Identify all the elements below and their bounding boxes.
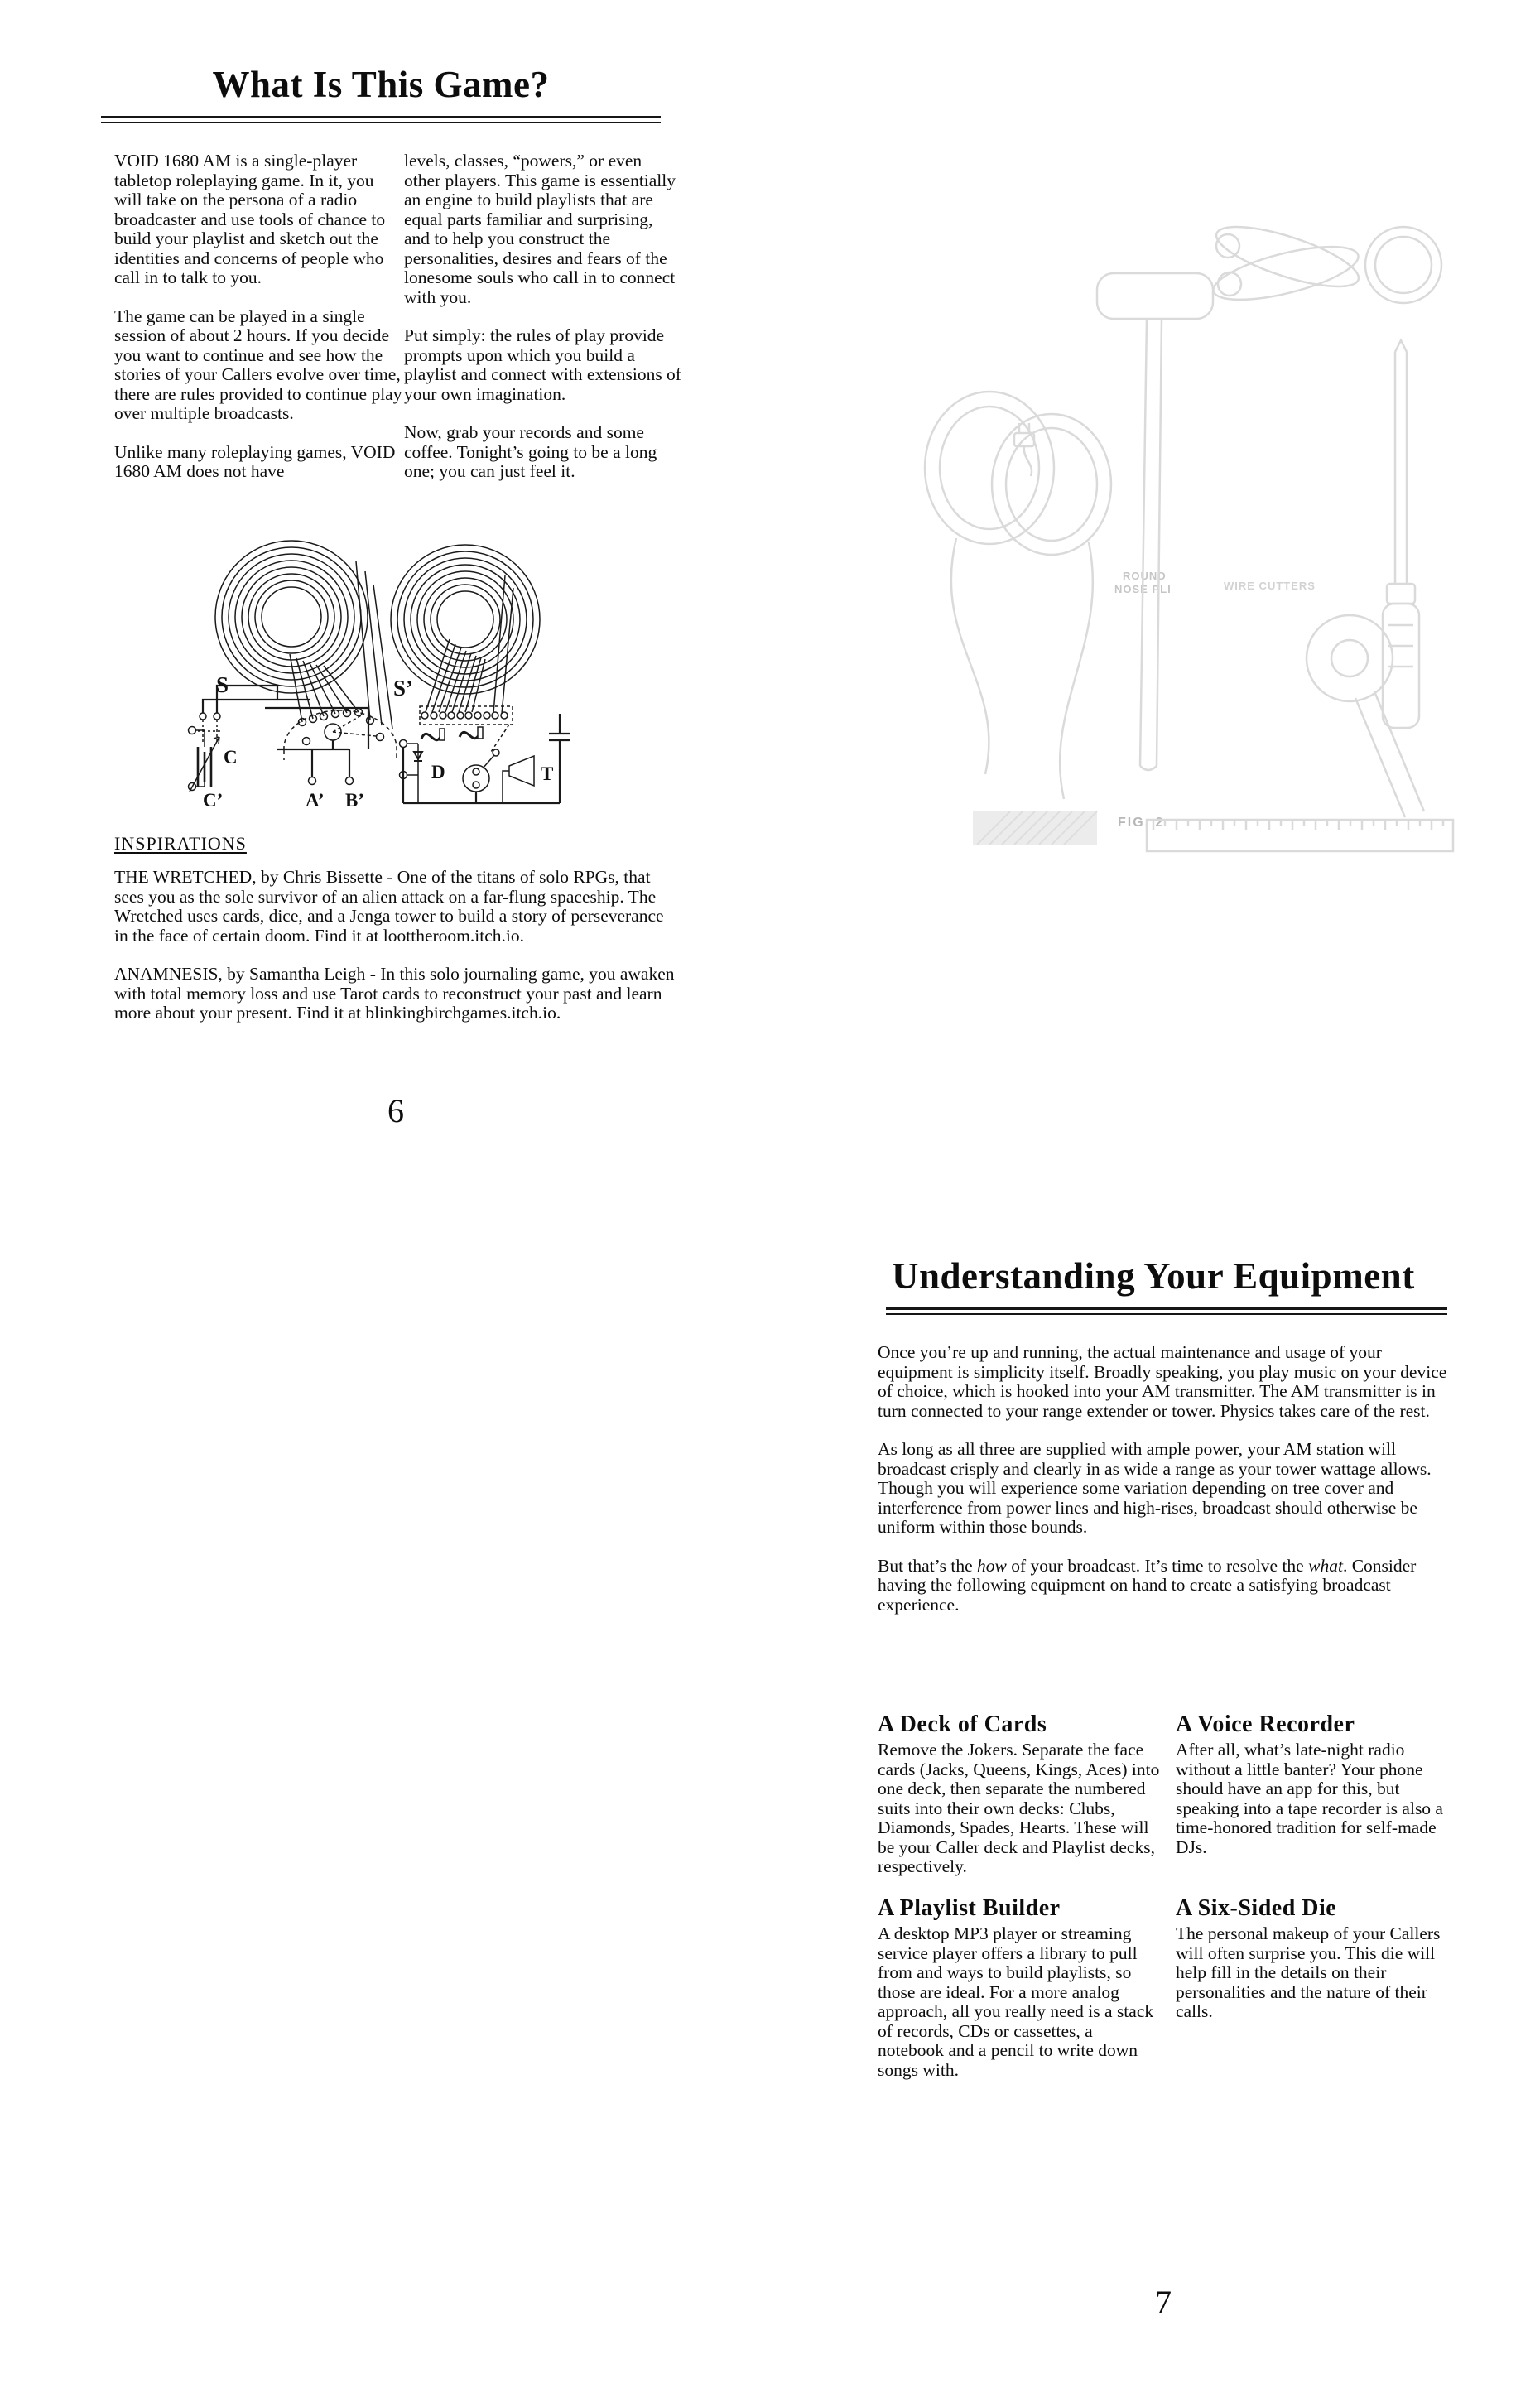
- left-page-number: [114, 1091, 677, 1130]
- left-page: [0, 0, 712, 1192]
- paragraph: Put simply: the rules of play provide prompts upon which you build a playlist and connect with extensions of your own imagination.: [404, 325, 681, 404]
- section-body: The personal makeup of your Callers will often surprise you. This die will help fill in the details on their personalities and the nature of their calls.: [1176, 1923, 1441, 2021]
- figure-caption-text: FIG. 2: [1118, 816, 1165, 830]
- left-page-title: [108, 63, 654, 106]
- paragraph: Now, grab your records and some coffee. Tonight’s going to be a long one; you can just feel it.: [404, 422, 657, 481]
- diagram-label-s: S: [216, 672, 229, 697]
- left-page-number-text: 6: [387, 1092, 404, 1129]
- paragraph: levels, classes, “powers,” or even other players. This game is essentially an engine to build playlists that are equal parts familiar and surprising, and to help you construct the personalities, desires and fears of the lonesome souls who call in to connect with you.: [404, 151, 676, 307]
- right-page-number-text: 7: [1155, 2284, 1172, 2321]
- tools-watermark-illustration: [898, 195, 1461, 923]
- section-body: Remove the Jokers. Separate the face cards (Jacks, Queens, Kings, Aces) into one deck, then separate the numbered suits into their own decks: Clubs, Diamonds, Spades, Hearts. These will be your Caller deck and Playlist decks, respectively.: [878, 1740, 1160, 1876]
- diagram-label-d: D: [431, 762, 445, 782]
- italic-run: what: [1308, 1555, 1343, 1576]
- diagram-label-c-prime: C’: [203, 790, 224, 811]
- text-run: . Consider having the following equipment on hand to create a satisfying broadcast experience.: [878, 1555, 1417, 1615]
- section-deck-of-cards: [878, 1711, 1163, 1877]
- section-body: A desktop MP3 player or streaming service player offers a library to pull from and ways to build playlists, so those are ideal. For a more analog approach, all you really need is a stack of records, CDs or cassettes, a notebook and a pencil to write down songs with.: [878, 1923, 1154, 2080]
- text-run: But that’s the: [878, 1555, 978, 1576]
- italic-run: how: [977, 1555, 1007, 1576]
- equipment-intro: [878, 1343, 1449, 1615]
- right-page: [712, 1192, 1540, 2383]
- right-title-rule: [886, 1307, 1447, 1315]
- inspiration-entry: ANAMNESIS, by Samantha Leigh - In this solo journaling game, you awaken with total memory loss and use Tarot cards to reconstruct your past and learn more about your present. Find it at blinkingbirchgames.itch.io.: [114, 964, 675, 1023]
- watermark-text: ROUND: [1123, 570, 1167, 582]
- text-run: of your broadcast. It’s time to resolve the: [1006, 1555, 1309, 1576]
- diagram-label-s-prime: S’: [393, 676, 414, 700]
- inspirations-heading-text: INSPIRATIONS: [114, 833, 247, 854]
- section-heading: A Six-Sided Die: [1176, 1895, 1337, 1921]
- circuit-diagram-illustration: [186, 530, 584, 820]
- diagram-label-a-prime: A’: [306, 790, 325, 811]
- right-page-number: [878, 2283, 1449, 2322]
- section-six-sided-die: [1176, 1895, 1461, 2022]
- section-heading: A Deck of Cards: [878, 1711, 1047, 1737]
- section-heading: A Playlist Builder: [878, 1895, 1061, 1921]
- left-title-rule: [101, 116, 661, 123]
- section-heading: A Voice Recorder: [1176, 1711, 1355, 1737]
- paragraph: The game can be played in a single session of about 2 hours. If you decide you want to continue and see how the stories of your Callers evolve over time, there are rules provided to continue play over multiple broadcasts.: [114, 306, 402, 423]
- paragraph: Once you’re up and running, the actual maintenance and usage of your equipment is simplicity itself. Broadly speaking, you play music on your device of choice, which is hooked into your AM transmitter. The AM transmitter is in turn connected to your range extender or tower. Physics takes care of the rest.: [878, 1342, 1447, 1421]
- diagram-label-t: T: [541, 763, 554, 784]
- section-playlist-builder: [878, 1895, 1163, 2080]
- inspirations-heading: [114, 833, 247, 855]
- diagram-label-c: C: [224, 747, 238, 768]
- inspirations-list: [114, 868, 677, 1023]
- paragraph: Unlike many roleplaying games, VOID 1680 AM does not have: [114, 441, 396, 481]
- right-page-title: [892, 1254, 1415, 1297]
- section-voice-recorder: [1176, 1711, 1461, 1857]
- section-body: After all, what’s late-night radio without a little banter? Your phone should have an app for this, but speaking into a tape recorder is also a time-honored tradition for self-made DJs.: [1176, 1740, 1443, 1857]
- paragraph: VOID 1680 AM is a single-player tabletop roleplaying game. In it, you will take on the persona of a radio broadcaster and use tools of chance to build your playlist and sketch out the identities and concerns of people who call in to talk to you.: [114, 151, 386, 287]
- inspiration-entry: THE WRETCHED, by Chris Bissette - One of the titans of solo RPGs, that sees you as the sole survivor of an alien attack on a far-flung spaceship. The Wretched uses cards, dice, and a Jenga tower to build a story of perseverance in the face of certain doom. Find it at loottheroom.itch.io.: [114, 867, 664, 946]
- right-page-title-text: Understanding Your Equipment: [892, 1255, 1415, 1297]
- left-page-title-text: What Is This Game?: [212, 64, 550, 105]
- left-column-2: [404, 152, 681, 482]
- watermark-text: NOSE PLI: [1114, 583, 1172, 595]
- left-column-1: [114, 152, 402, 482]
- watermark-text: WIRE CUTTERS: [1224, 580, 1316, 592]
- paragraph: As long as all three are supplied with ample power, your AM station will broadcast crisply and clearly in as wide a range as your tower wattage allows. Though you will experience some variation depending on tree cover and interference from power lines and high-rises, broadcast should otherwise be uniform within those bounds.: [878, 1439, 1432, 1537]
- diagram-label-b-prime: B’: [345, 790, 364, 811]
- paragraph-with-italics: [878, 1557, 1449, 1615]
